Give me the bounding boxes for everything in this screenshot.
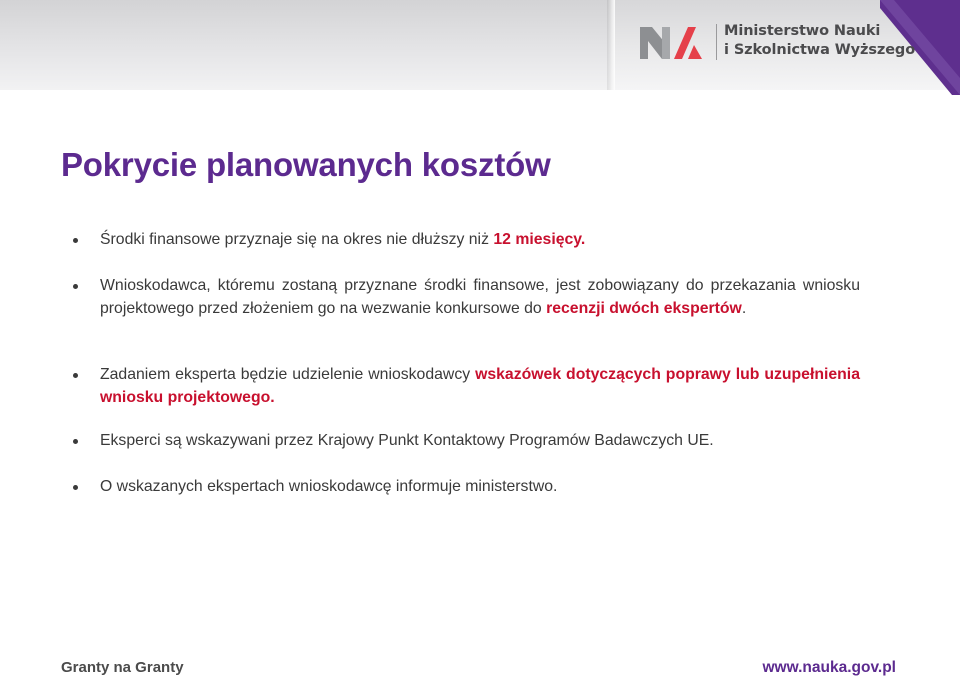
bullet-dot [73,284,78,289]
bullet-item [100,475,860,498]
bullet-text: Eksperci są wskazywani przez Krajowy Punkt Kontaktowy Programów Badawczych UE. [100,432,714,449]
header-left-panel [0,0,611,90]
bullet-text: Zadaniem eksperta będzie udzielenie wnioskodawcy [100,366,476,383]
logo-separator [716,24,717,60]
bullet-item [100,363,860,409]
bullet-text: Wnioskodawca, któremu zostaną przyznane środki finansowe, jest zobowiązany do przekazania wniosku projektowego przed złożeniem go na wezwanie konkursowe do [100,277,860,317]
bullet-text: Środki finansowe przyznaje się na okres nie dłuższy niż [100,231,494,248]
footer-website-link[interactable]: www.nauka.gov.pl [762,659,896,676]
bullet-item [100,429,860,452]
slide-title: Pokrycie planowanych kosztów [61,146,551,183]
ministry-logo [640,22,916,64]
bullet-text: O wskazanych ekspertach wnioskodawcę informuje ministerstwo. [100,478,558,495]
bullet-highlight: recenzji dwóch ekspertów [546,300,742,317]
bullet-item [100,274,860,320]
ministry-name-line1: Ministerstwo Nauki [724,23,881,39]
footer-program-name: Granty na Granty [61,659,184,676]
ministry-name-line2: i Szkolnictwa Wyższego [724,42,916,58]
nauka-logo-icon [640,25,706,59]
bullet-dot [73,485,78,490]
bullet-dot [73,373,78,378]
bullet-highlight: wskazówek dotyczących poprawy lub uzupełnienia wniosku projektowego. [100,366,860,406]
bullet-tail: . [741,300,747,317]
header-divider-shadow [607,0,615,90]
bullet-highlight: 12 miesięcy. [493,231,586,248]
bullet-dot [73,439,78,444]
bullet-item [100,228,860,251]
bullet-dot [73,238,78,243]
ministry-name [724,22,915,60]
